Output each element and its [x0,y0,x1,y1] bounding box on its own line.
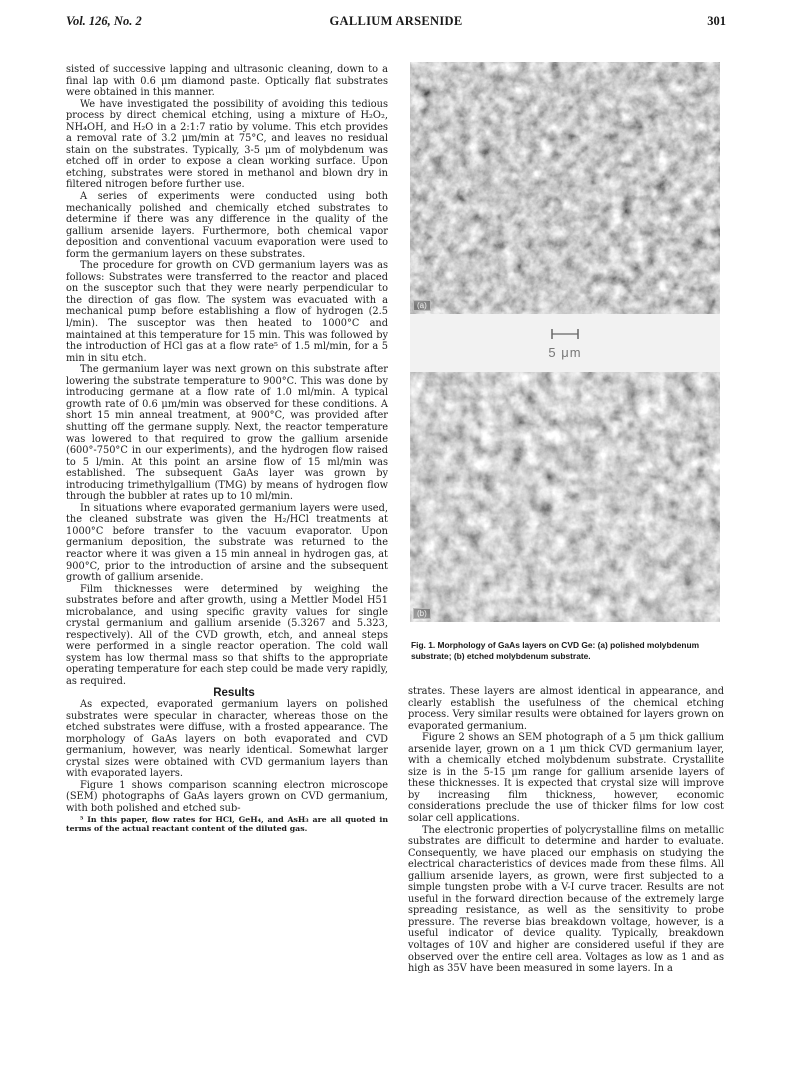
paragraph: strates. These layers are almost identical in appearance, and clearly establish the usefulness of the chemical etching process. Very similar results were obtained for layers grown on evaporated germanium. [408,686,724,732]
left-text-column [66,64,388,1064]
paragraph: Film thicknesses were determined by weighing the substrates before and after growth, using a Mettler Model H51 microbalance, and using specific gravity values for single crystal germanium and gallium arsenide (5.3267 and 5.323, respectively). All of the CVD growth, etch, and anneal steps were performed in a single reactor operation. The cold wall system has low thermal mass so that shifts to the appropriate operating temperature for each step could be made very rapidly, as required. [66,583,388,687]
running-title: GALLIUM ARSENIDE [329,14,463,28]
paragraph: Figure 2 shows an SEM photograph of a 5 μm thick gallium arsenide layer, grown on a 1 μm thick CVD germanium layer, with a chemically etched molybdenum substrate. Crystallite size is in the 5-15 μm range for gallium arsenide layers of these thicknesses. It is expected that crystal size will improve by increasing film thickness, however, economic considerations preclude the use of thicker films for low cost solar cell applications. [408,732,724,825]
paragraph: As expected, evaporated germanium layers on polished substrates were specular in character, whereas those on the etched substrates were diffuse, with a frosted appearance. The morphology of GaAs layers on both evaporated and CVD germanium, however, was nearly identical. Somewhat larger crystal sizes were obtained with CVD germanium layers than with evaporated layers. [66,699,388,780]
figure-1 [410,62,720,622]
panel-label-b: (b) [413,608,431,619]
sem-photo-a [410,62,720,314]
figure-caption: Fig. 1. Morphology of GaAs layers on CVD Ge: (a) polished molybdenum substrate; (b) etched molybdenum substrate. [411,640,700,661]
paragraph: A series of experiments were conducted using both mechanically polished and chemically etched substrates to determine if there was any difference in the quality of the gallium arsenide layers. Furthermore, both chemical vapor deposition and conventional vacuum evaporation were used to form the germanium layers on these substrates. [66,191,388,260]
paragraph: In situations where evaporated germanium layers were used, the cleaned substrate was given the H₂/HCl treatments at 1000°C before transfer to the vacuum evaporator. Upon germanium deposition, the substrate was returned to the reactor where it was given a 15 min anneal in hydrogen gas, at 900°C, prior to the introduction of arsine and the subsequent growth of gallium arsenide. [66,502,388,584]
scale-label: 5 μm [548,345,582,360]
running-header [66,14,726,32]
journal-volume: Vol. 126, No. 2 [66,14,142,28]
right-text-column [408,686,724,1066]
paragraph: The electronic properties of polycrystalline films on metallic substrates are difficult to determine and harder to evaluate. Consequently, we have placed our emphasis on studying the electrical characteristics of devices made from these films. All gallium arsenide layers, as grown, were first subjected to a simple tungsten probe with a V-I curve tracer. Results are not useful in the forward direction because of the extremely large spreading resistance, as well as the sensitivity to probe pressure. The reverse bias breakdown voltage, however, is a useful indicator of device quality. Typically, breakdown voltages of 10V and higher are considered useful if they are observed over the entire cell area. Voltages as low as 1 and as high as 35V have been measured in some layers. In a [408,824,724,975]
scale-band [410,314,720,372]
paragraph: We have investigated the possibility of avoiding this tedious process by direct chemical etching, using a mixture of H₂O₂, NH₄OH, and H₂O in a 2:1:7 ratio by volume. This etch provides a removal rate of 3.2 μm/min at 75°C, and leaves no residual stain on the substrates. Typically, 3-5 μm of molybdenum was etched off in order to expose a clean working surface. Upon etching, substrates were stored in methanol and blown dry in filtered nitrogen before further use. [66,98,388,191]
paragraph: The procedure for growth on CVD germanium layers was as follows: Substrates were transferred to the reactor and placed on the susceptor such that they were nearly perpendicular to the direction of gas flow. The system was evacuated with a mechanical pump before establishing a flow of hydrogen (2.5 l/min). The susceptor was then heated to 1000°C and maintained at this temperature for 15 min. This was followed by the introduction of HCl gas at a flow rate⁵ of 1.5 ml/min, for a 5 min in situ etch. [66,260,388,364]
results-heading: Results [213,686,255,699]
sem-photo-b [410,372,720,622]
paragraph: The germanium layer was next grown on this substrate after lowering the substrate temperature to 900°C. This was done by introducing germane at a flow rate of 1.0 ml/min. A typical growth rate of 0.6 μm/min was observed for these conditions. A short 15 min anneal treatment, at 900°C, was provided after shutting off the germane supply. Next, the reactor temperature was lowered to that required to grow the gallium arsenide (600°-750°C in our experiments), and the hydrogen flow raised to 5 l/min. At this point an arsine flow of 15 ml/min was established. The subsequent GaAs layer was grown by introducing trimethylgallium (TMG) by means of hydrogen flow through the bubbler at rates up to 10 ml/min. [66,364,388,503]
page-number: 301 [707,14,726,28]
paragraph: sisted of successive lapping and ultrasonic cleaning, down to a final lap with 0.6 μm diamond paste. Optically flat substrates were obtained in this manner. [66,64,388,99]
panel-label-a: (a) [413,300,431,311]
paragraph: Figure 1 shows comparison scanning electron microscope (SEM) photographs of GaAs layers grown on CVD germanium, with both polished and etched sub- [66,779,388,814]
scale-bar-icon [551,329,579,339]
sem-texture-b [410,372,720,622]
sem-texture-a [410,62,720,314]
footnote: ⁵ In this paper, flow rates for HCl, GeH₄, and AsH₃ are all quoted in terms of the actual reactant content of the diluted gas. [66,814,388,833]
